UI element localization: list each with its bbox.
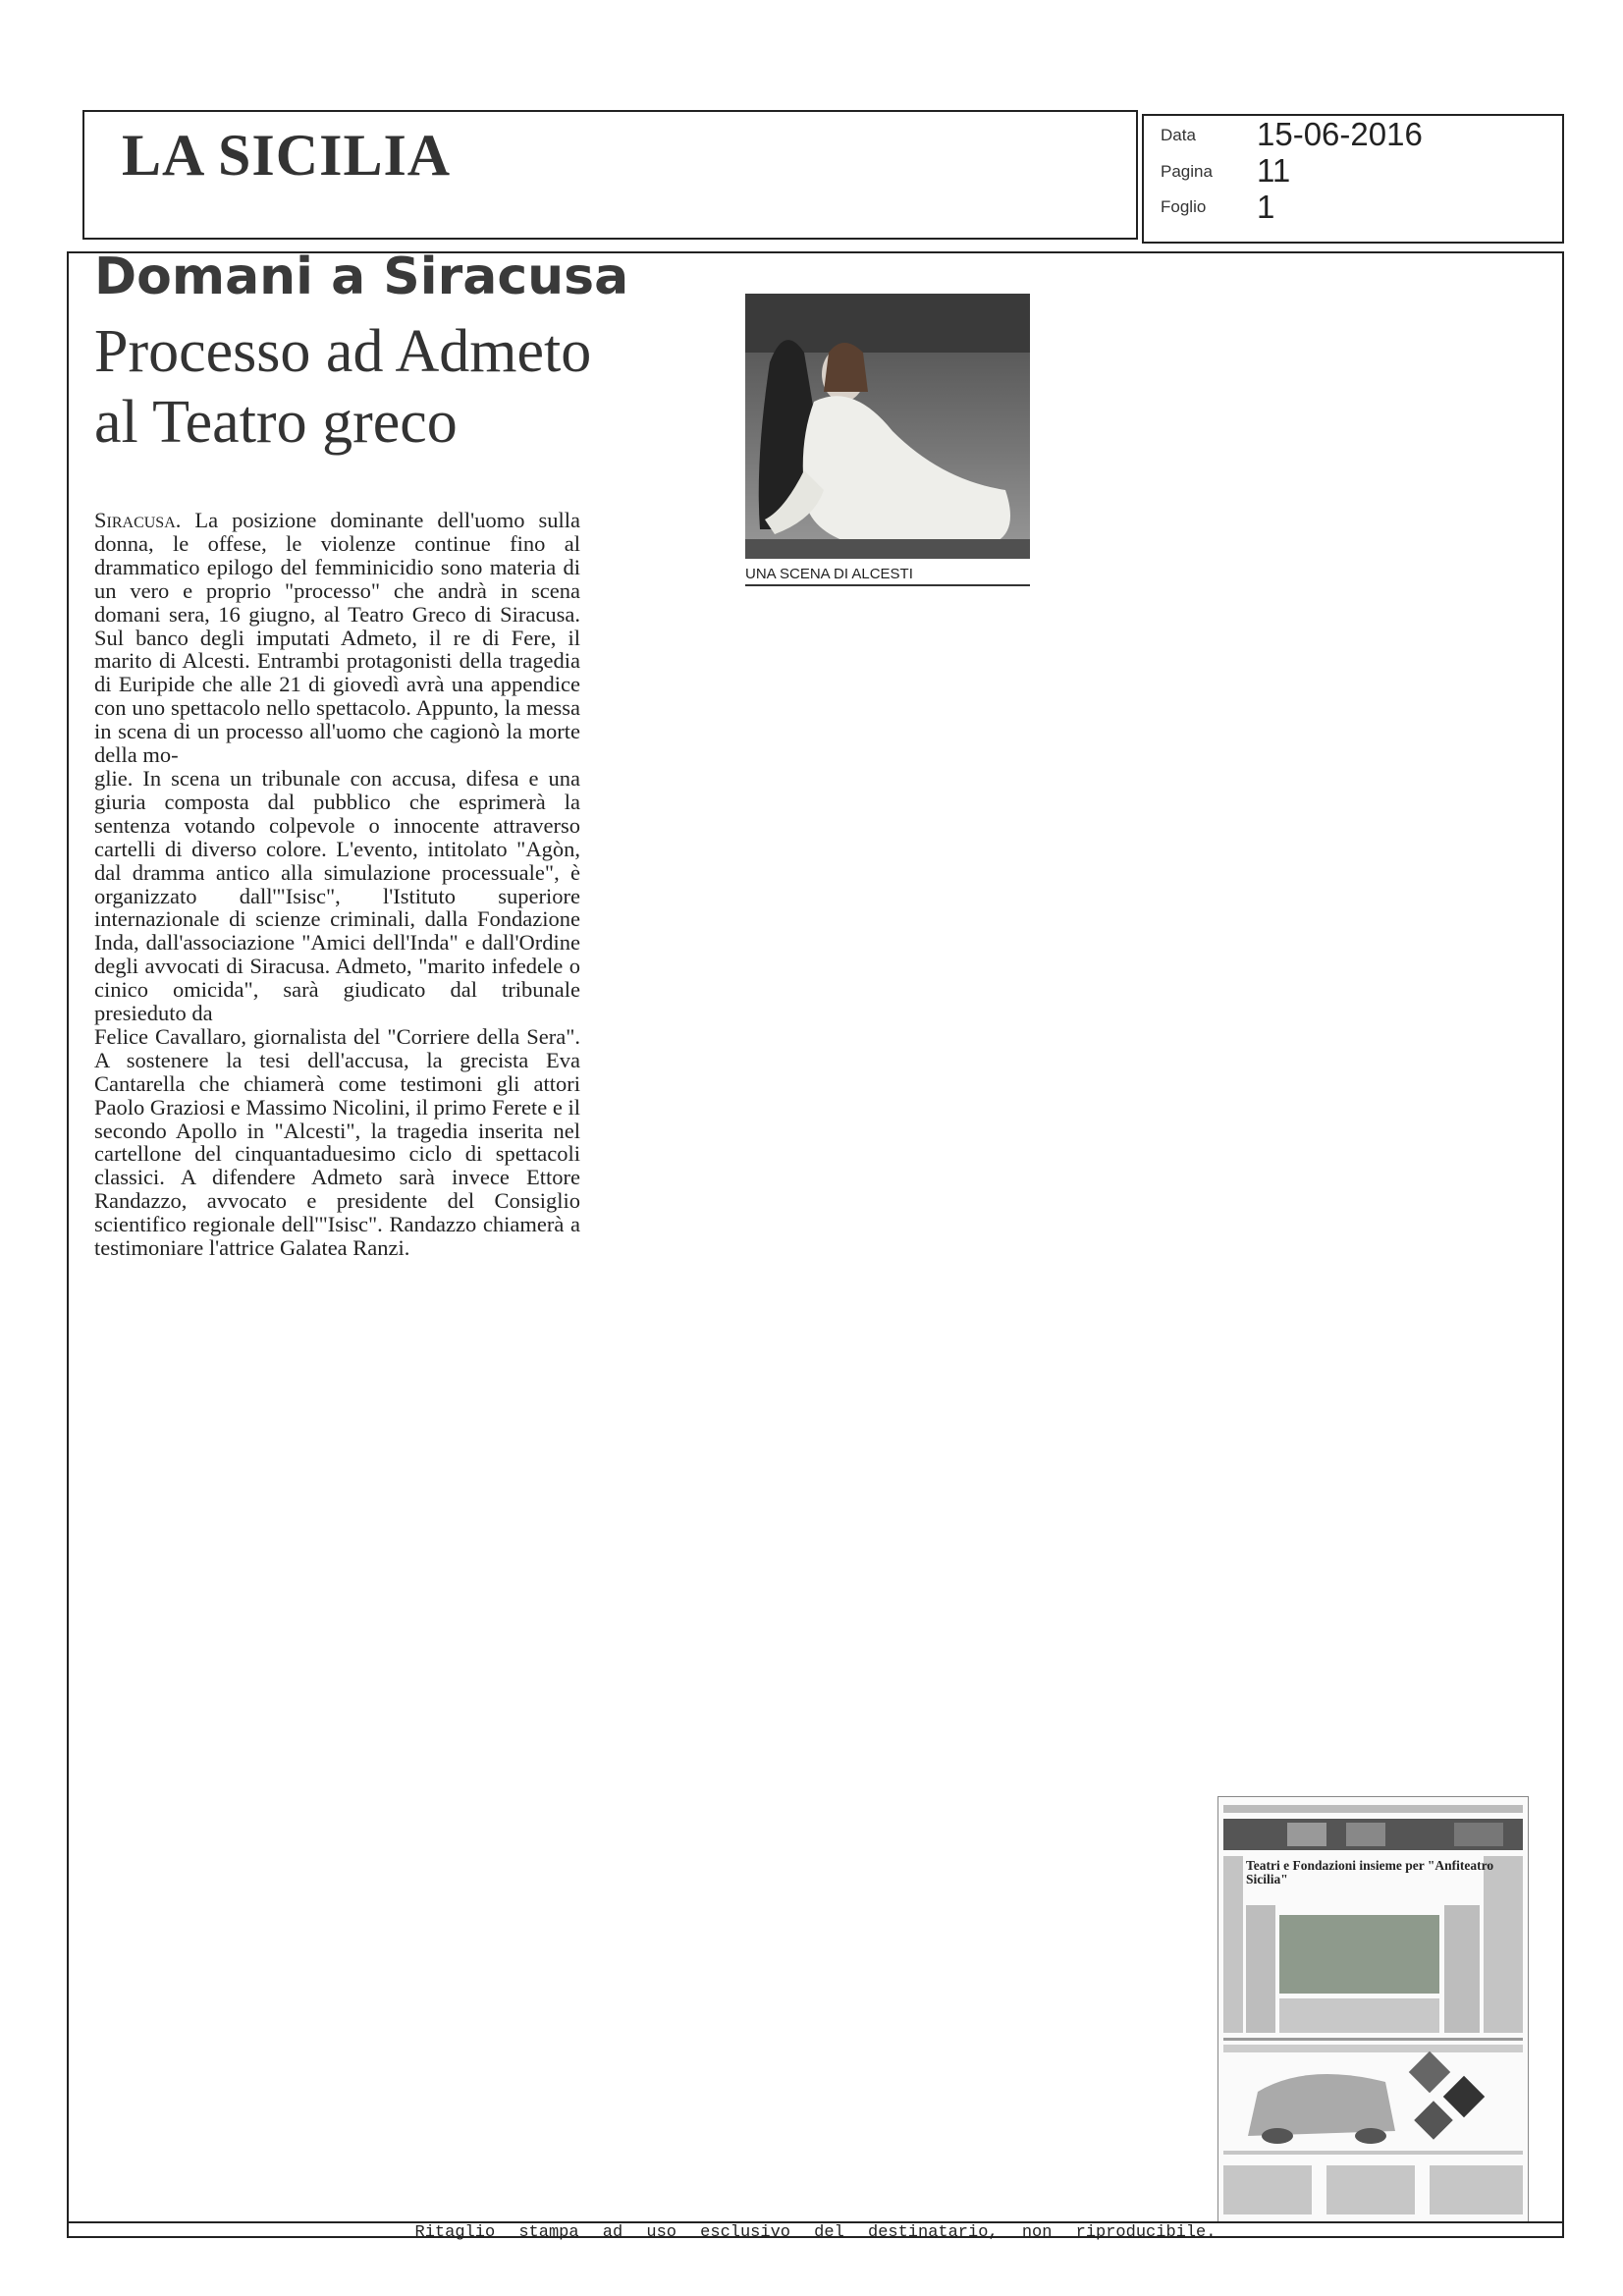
article-kicker: Domani a Siracusa	[94, 247, 629, 306]
article-photo	[745, 294, 1030, 559]
copyright-notice: Ritaglio stampa ad uso esclusivo del destinatario, non riproducibile.	[414, 2223, 1217, 2242]
newspaper-masthead: LA SICILIA	[122, 123, 452, 188]
sheet-label: Foglio	[1161, 197, 1207, 216]
article-headline	[94, 316, 723, 458]
paragraph-3: Felice Cavallaro, giornalista del "Corriere della Sera". A sostenere la tesi dell'accusa, la grecista Eva Cantarella che chiamerà come testimoni gli attori Paolo Graziosi e Massimo Nicolini, il primo Ferete e il secondo Apollo in "Alcesti", la tragedia inserita nel cartellone del cinquantaduesimo ciclo di spettacoli classici. A difendere Admeto sarà invece Ettore Randazzo, avvocato e presidente del Consiglio scientifico regionale dell'"Isisc". Randazzo chiamerà a testimoniare l'attrice Galatea Ranzi.	[94, 1023, 580, 1261]
sheet-value: 1	[1257, 189, 1275, 225]
thumbnail-headline: Teatri e Fondazioni insieme per "Anfiteatro Sicilia"	[1246, 1858, 1494, 1886]
paragraph-2: glie. In scena un tribunale con accusa, difesa e una giuria composta dal pubblico che esprimerà la sentenza votando colpevole o innocente attraverso cartelli di diverso colore. L'evento, intitolato "Agòn, dal dramma antico alla simulazione processuale", è organizzato dall'"Isisc", l'Istituto superiore internazionale di scienze criminali, dalla Fondazione Inda, dall'associazione "Amici dell'Inda" e dall'Ordine degli avvocati di Siracusa. Admeto, "marito infedele o cinico omicida", sarà giudicato dal tribunale presieduto da	[94, 765, 580, 1026]
article-body	[94, 509, 580, 1260]
page-thumbnail	[1217, 1796, 1529, 2223]
headline-line-2: al Teatro greco	[94, 389, 458, 456]
headline-line-1: Processo ad Admeto	[94, 318, 592, 385]
date-value: 15-06-2016	[1257, 116, 1423, 152]
paragraph-1-text: La posizione dominante dell'uomo sulla donna, le offese, le violenze continue fino al drammatico epilogo del femminicidio sono materia di un vero e proprio "processo" che andrà in scena domani sera, 16 giugno, al Teatro Greco di Siracusa. Sul banco degli imputati Admeto, il re di Fere, il marito di Alcesti. Entrambi protagonisti della tragedia di Euripide che alle 21 di giovedì avrà una appendice con uno spettacolo nello spettacolo. Appunto, la messa in scena di un processo all'uomo che cagionò la morte della mo-	[94, 508, 580, 768]
date-label: Data	[1161, 126, 1196, 144]
dateline: Siracusa.	[94, 508, 182, 532]
photo-caption: UNA SCENA DI ALCESTI	[745, 566, 1030, 586]
page-value: 11	[1257, 152, 1291, 189]
paragraph-1	[94, 509, 580, 767]
page-label: Pagina	[1161, 162, 1213, 181]
